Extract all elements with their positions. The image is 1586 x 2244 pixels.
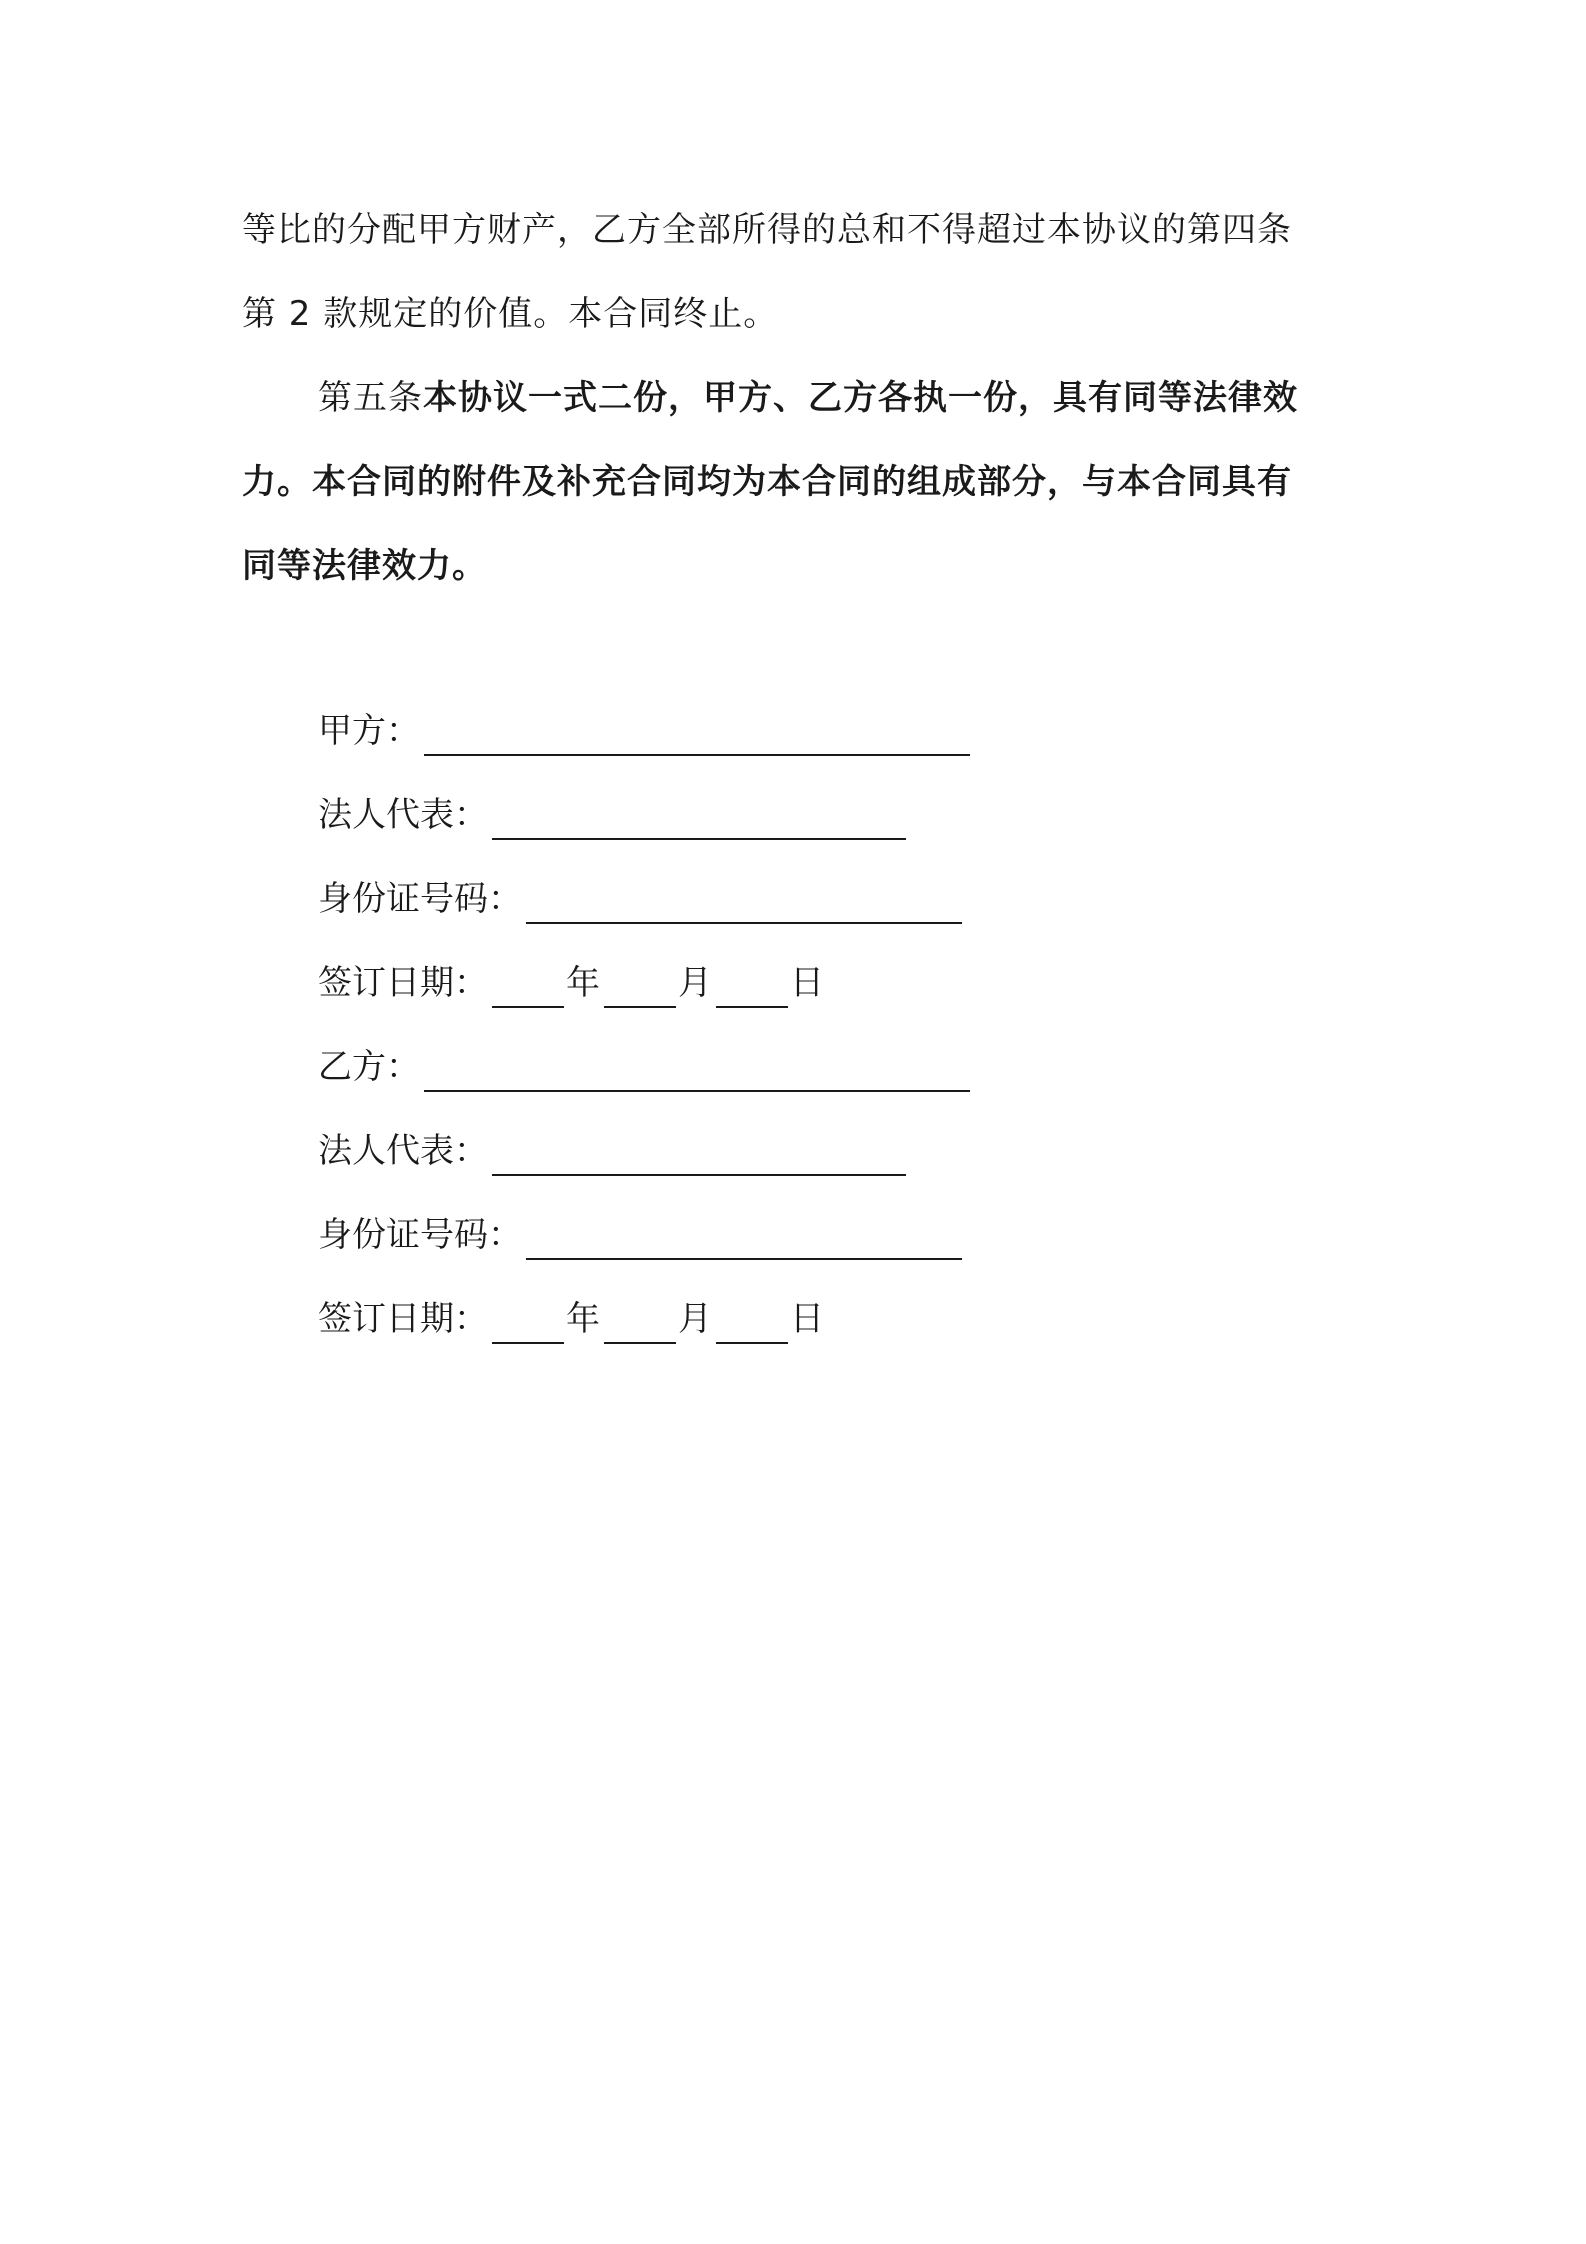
party-b-day-line[interactable] (716, 1302, 788, 1344)
paragraph-article-five (242, 356, 1322, 608)
month-unit: 月 (678, 1299, 712, 1339)
party-b-id-label: 身份证号码： (318, 1215, 522, 1255)
party-a-date-label: 签订日期： (318, 963, 488, 1003)
party-a-year-line[interactable] (492, 966, 564, 1008)
party-b-date-row (318, 1294, 824, 1344)
party-b-id-row (318, 1210, 962, 1260)
party-b-year-line[interactable] (492, 1302, 564, 1344)
paragraph-termination-text: 等比的分配甲方财产，乙方全部所得的总和不得超过本协议的第四条第 2 款规定的价值。本合同终止。 (242, 210, 1292, 334)
party-a-legal-rep-label: 法人代表： (318, 795, 488, 835)
party-a-id-row (318, 874, 962, 924)
party-b-label: 乙方： (318, 1047, 420, 1087)
month-unit: 月 (678, 963, 712, 1003)
party-a-day-line[interactable] (716, 966, 788, 1008)
party-b-month-line[interactable] (604, 1302, 676, 1344)
party-a-label: 甲方： (318, 711, 420, 751)
party-a-month-line[interactable] (604, 966, 676, 1008)
party-b-row (318, 1042, 970, 1092)
article-five-text: 本协议一式二份，甲方、乙方各执一份，具有同等法律效力。本合同的附件及补充合同均为本合同的组成部分，与本合同具有同等法律效力。 (242, 378, 1298, 586)
party-b-legal-rep-line[interactable] (492, 1134, 906, 1176)
party-a-signature-line[interactable] (424, 714, 970, 756)
year-unit: 年 (566, 963, 600, 1003)
party-b-legal-rep-label: 法人代表： (318, 1131, 488, 1171)
day-unit: 日 (790, 963, 824, 1003)
party-b-id-line[interactable] (526, 1218, 962, 1260)
party-a-id-label: 身份证号码： (318, 879, 522, 919)
year-unit: 年 (566, 1299, 600, 1339)
party-a-legal-rep-line[interactable] (492, 798, 906, 840)
party-a-date-row (318, 958, 824, 1008)
party-b-signature-line[interactable] (424, 1050, 970, 1092)
party-a-legal-rep-row (318, 790, 906, 840)
party-b-legal-rep-row (318, 1126, 906, 1176)
party-a-id-line[interactable] (526, 882, 962, 924)
paragraph-termination (242, 188, 1322, 356)
article-five-heading: 第五条 (318, 378, 423, 418)
party-a-row (318, 706, 970, 756)
day-unit: 日 (790, 1299, 824, 1339)
party-b-date-label: 签订日期： (318, 1299, 488, 1339)
